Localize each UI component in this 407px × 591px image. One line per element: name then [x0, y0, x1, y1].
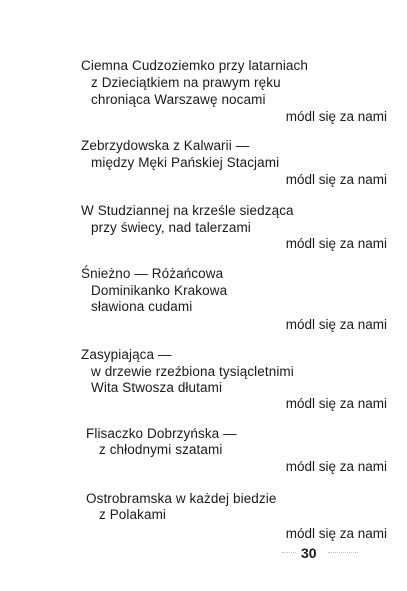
poem-line: sławiona cudami [91, 299, 193, 314]
poem-refrain: módl się za nami [285, 396, 387, 411]
footer-dots-left [282, 552, 296, 554]
poem-line: Dominikanko Krakowa [91, 283, 228, 298]
poem-line: Wita Stwosza dłutami [91, 380, 223, 395]
poem-line: przy świecy, nad talerzami [91, 220, 251, 235]
poem-line: chroniąca Warszawę nocami [91, 92, 266, 107]
poem-line: Śnieżno — Różańcowa [81, 266, 224, 281]
poem-line: W Studziannej na krześle siedząca [81, 203, 294, 218]
poem-line: z chłodnymi szatami [99, 442, 223, 457]
poem-refrain: módl się za nami [285, 317, 387, 332]
footer-dots-right [328, 552, 358, 554]
poem-line: z Polakami [99, 507, 167, 522]
poem-refrain: módl się za nami [285, 236, 387, 251]
poem-line: Zebrzydowska z Kalwarii — [81, 138, 250, 153]
poem-line: między Męki Pańskiej Stacjami [91, 155, 280, 170]
poem-line: w drzewie rzeźbiona tysiącletnimi [91, 364, 294, 379]
poem-refrain: módl się za nami [285, 172, 387, 187]
poem-line: Flisaczko Dobrzyńska — [86, 426, 237, 441]
page-number: 30 [301, 545, 317, 561]
poem-refrain: módl się za nami [285, 526, 387, 541]
poem-refrain: módl się za nami [285, 459, 387, 474]
poem-line: Ciemna Cudzoziemko przy latarniach [81, 58, 308, 73]
poem-line: Zasypiająca — [81, 347, 172, 362]
poem-line: z Dzieciątkiem na prawym ręku [91, 75, 281, 90]
poem-line: Ostrobramska w każdej biedzie [86, 491, 277, 506]
poem-refrain: módl się za nami [285, 109, 387, 124]
